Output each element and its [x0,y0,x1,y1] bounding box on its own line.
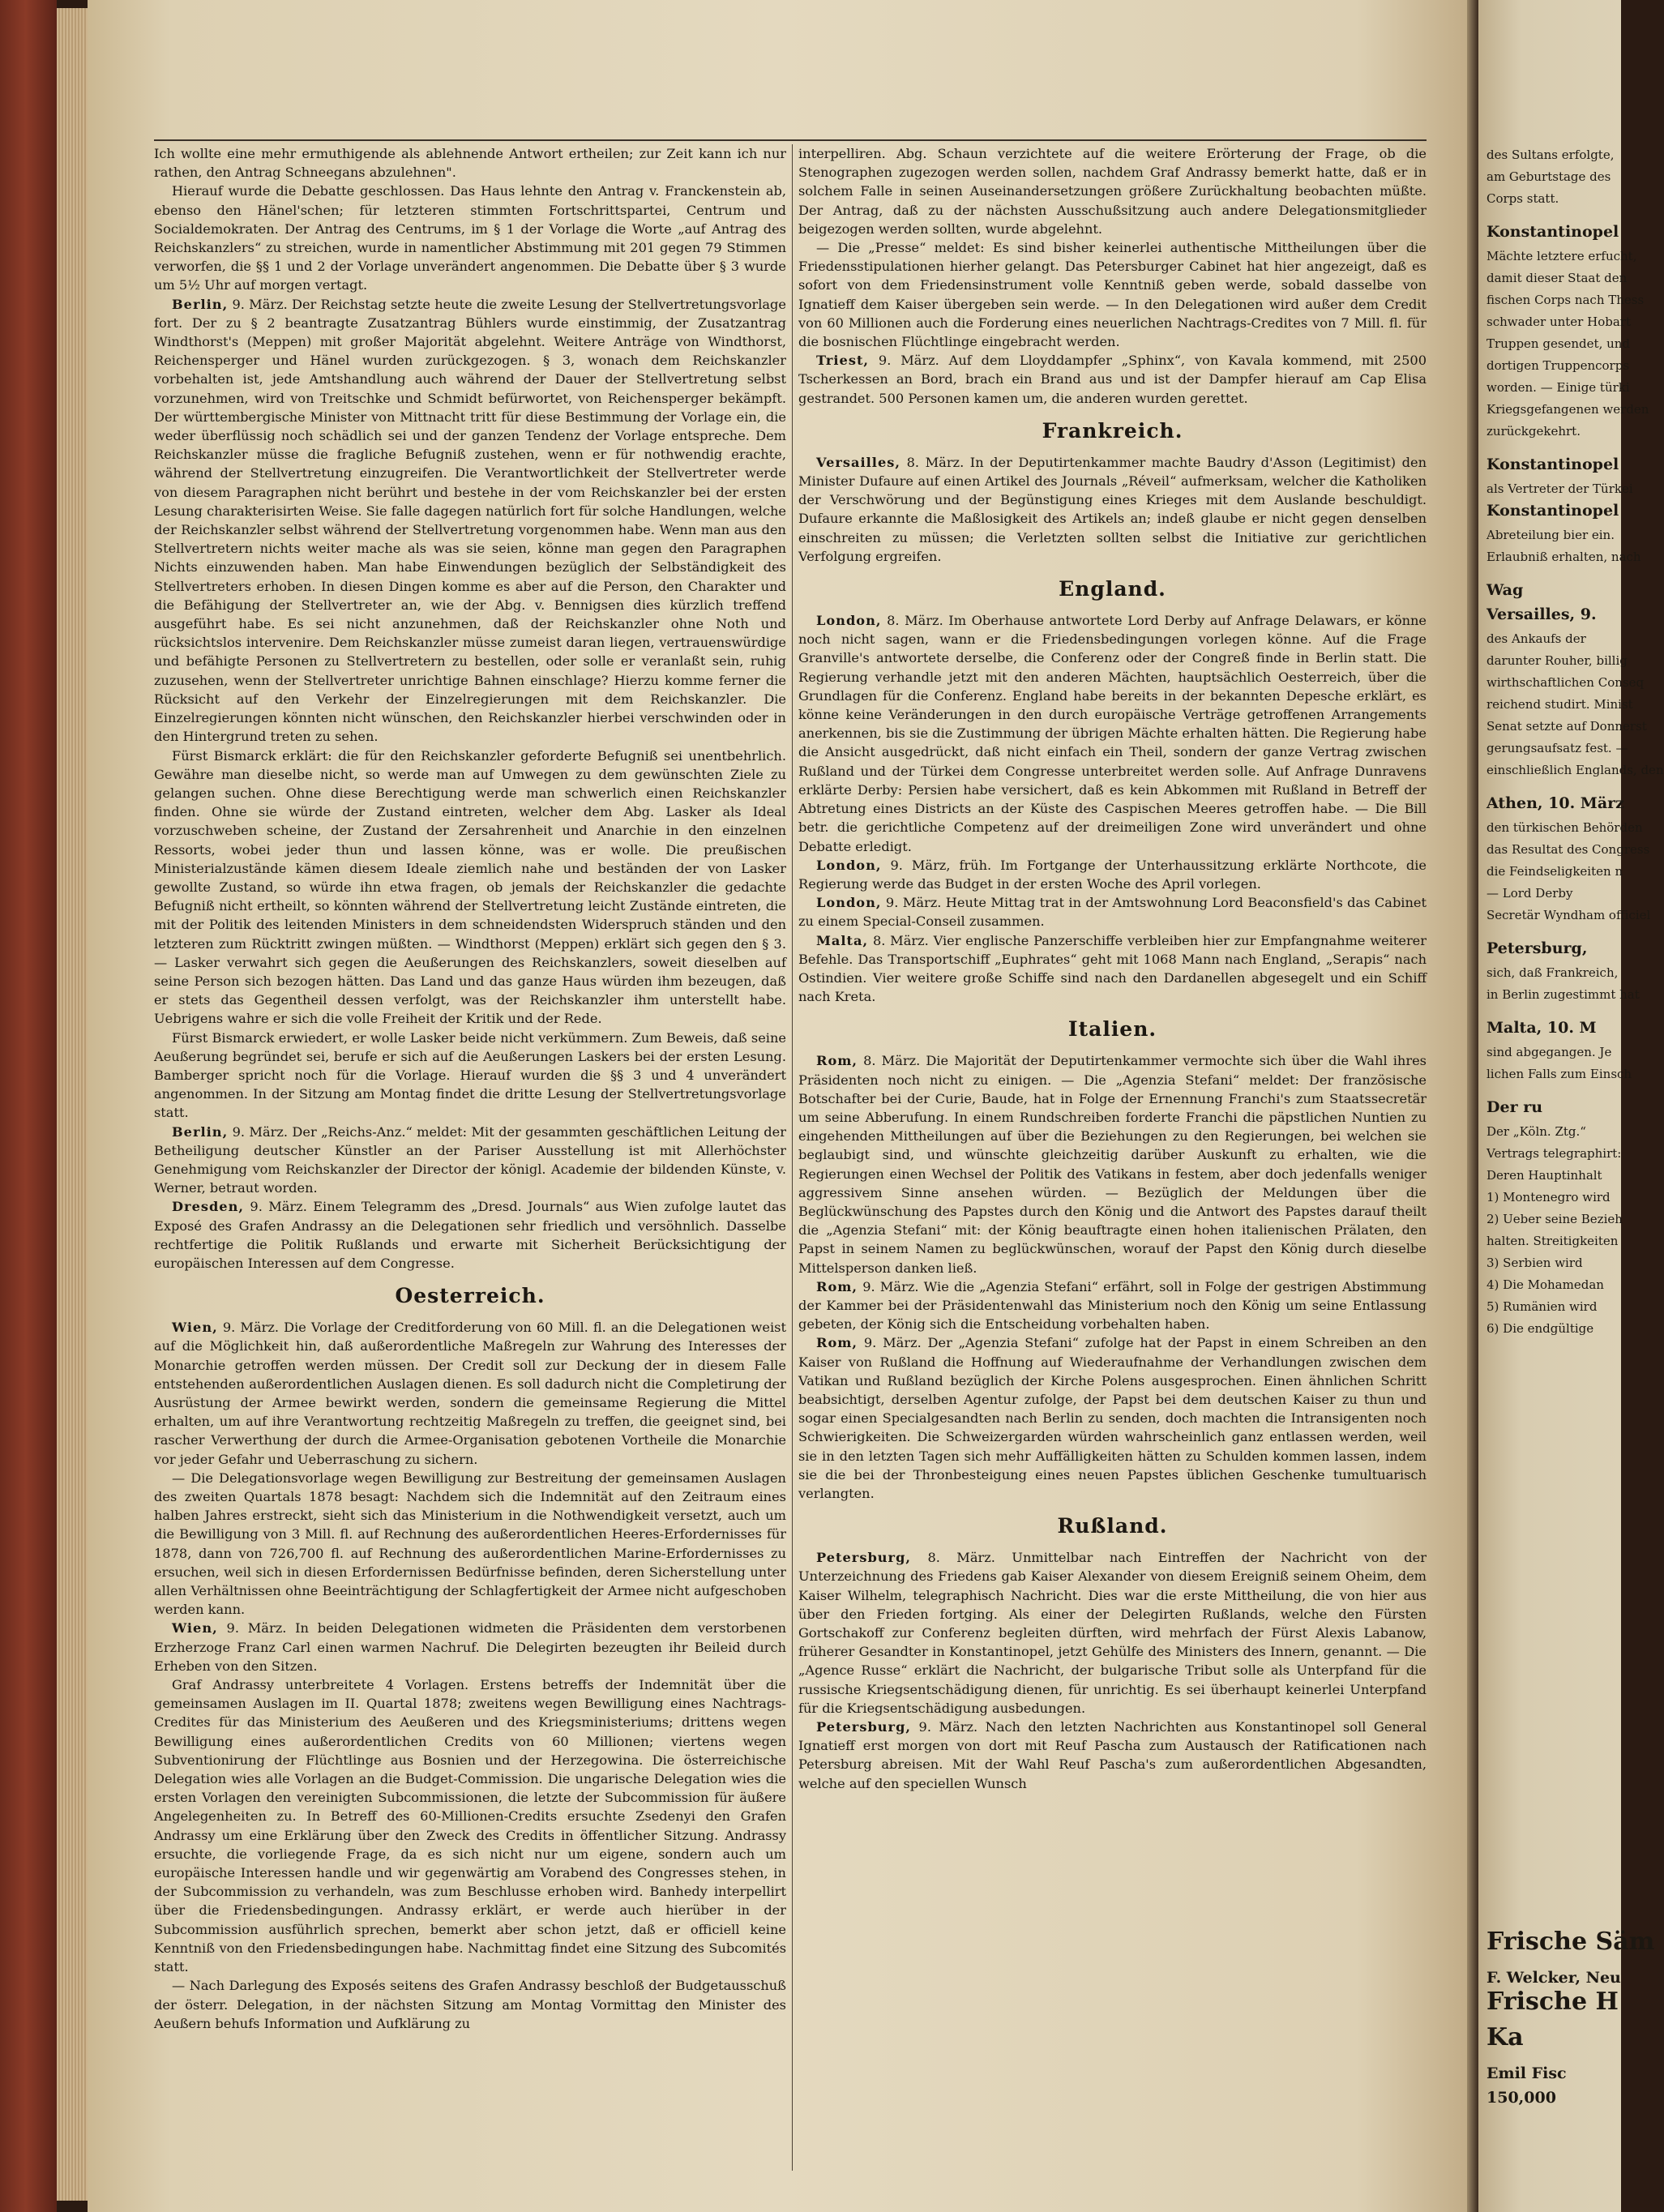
adjacent-page-line: sind abgegangen. Je [1486,1045,1612,1059]
adjacent-page-line: 1) Montenegro wird [1486,1190,1611,1204]
section-heading: Rußland. [1057,1514,1168,1538]
article-paragraph [798,144,1427,238]
dateline: Berlin, [172,296,229,312]
adjacent-page-line: Vertrags telegraphirt: [1486,1146,1622,1161]
paragraph-text: 8. März. Die Majorität der Deputirtenkammer vermochte sich über die Wahl ihres Präsidenten noch nicht zu einigen. — Die „Agenzia Stefani“ meldet: Der französische Botschafter bei der Curie, Baude, hat in Folge der Ernennung Franchi's zum Staatssecretär um seine Abberufung. In einem Rundschreiben forderte Franchi die päpstlichen Nuntien zu eingehenden Mittheilungen auf über die Beziehungen zu den Regierungen, bei welchen sie beglaubigt sind, und wünschte gleichzeitig darüber Auskunft zu erhalten, wie die Regierungen einen Wechsel der Politik des Vatikans in festem, aber doch jedenfalls weniger aggressivem Sinne ansehen würden. — Bezüglich der Meldungen über die Beglückwünschung des Papstes durch den König und die Antwort des Papstes darauf theilt die „Agenzia Stefani“ mit: der König beauftragte einen hohen italienischen Prälaten, den Papst in seinem Namen zu beglückwünschen, worauf der Papst den König durch dieselbe Mittelsperson danken ließ. [798,1053,1427,1276]
dateline: Petersburg, [816,1550,912,1566]
dateline: Triest, [816,353,870,369]
section-heading: Frankreich. [1042,418,1183,443]
paragraph-text: Fürst Bismarck erwiedert, er wolle Lasker beide nicht verkümmern. Zum Beweis, daß seine Aeußerung begründet sei, berufe er sich auf die Aeußerungen Laskers bei der ersten Lesung. Bamberger spricht noch für die Vorlage. Hierauf wurden die §§ 3 und 4 unverändert angenommen. In der Sitzung am Montag findet die dritte Lesung der Stellvertretungsvorlage statt. [154,1029,786,1121]
dateline: Petersburg, [816,1719,912,1735]
paragraph-text: — Die „Presse“ meldet: Es sind bisher keinerlei authentische Mittheilungen über die Friedensstipulationen hierher gelangt. Das Petersburger Cabinet hat hier angezeigt, daß es sofort von dem Friedensinstrument volle Kenntniß geben werde, sobald dasselbe von Ignatieff dem Kaiser übergeben sein werde. — In den Delegationen wird außer dem Credit von 60 Millionen auch die Forderung eines neuerlichen Nachtrags-Credites von 7 Mill. fl. für die bosnischen Flüchtlinge eingebracht werden. [798,240,1427,350]
paragraph-text: 9. März. Heute Mittag trat in der Amtswohnung Lord Beaconsfield's das Cabinet zu einem Special-Conseil zusammen. [798,895,1427,930]
article-paragraph [798,1548,1427,1718]
paragraph-text: 8. März. Vier englische Panzerschiffe verbleiben hier zur Empfangnahme weiterer Befehle. Das Transportschiff „Euphrates“ geht mit 1068 Mann nach England, „Serapis“ nach Ostindien. Vier weitere große Schiffe sind nach den Dardanellen abgesegelt und ein Schiff nach Kreta. [798,932,1427,1005]
article-paragraph [798,893,1427,931]
dateline: Wien, [172,1320,218,1336]
adjacent-page-line: Ka [1486,2023,1524,2052]
adjacent-page-line: Versailles, 9. [1486,605,1597,623]
adjacent-page-line: Secretär Wyndham officiel [1486,908,1651,922]
dateline: London, [816,857,882,873]
adjacent-page-line: Athen, 10. März [1486,794,1624,812]
adjacent-page-line: Abreteilung bier ein. [1486,528,1615,542]
paragraph-text: 9. März. Wie die „Agenzia Stefani“ erfährt, soll in Folge der gestrigen Abstimmung der Kammer bei der Präsidentenwahl das Ministerium noch den König um seine Entlassung gebeten, der König sich die Entscheidung vorbehalten haben. [798,1278,1427,1333]
adjacent-page-line: zurückgekehrt. [1486,424,1581,439]
adjacent-page-line: Erlaubniß erhalten, nach [1486,550,1641,564]
adjacent-page-line: 6) Die endgültige [1486,1321,1594,1336]
article-paragraph [154,1318,786,1469]
paragraph-text: — Die Delegationsvorlage wegen Bewilligung zur Bestreitung der gemeinsamen Auslagen des zweiten Quartals 1878 besagt: Nachdem sich die Indemnität auf den Zeitraum eines halben Jahres erstreckt, sieht sich das Ministerium in die Nothwendigkeit versetzt, auch um die Bewilligung von 3 Mill. fl. auf Rechnung des außerordentlichen Heeres-Erfordernisses für 1878, dann von 726,700 fl. auf Rechnung des außerordentlichen Marine-Erfordernisses zu ersuchen, weil sich in diesen Erfordernissen Bedürfnisse befinden, deren Sicherstellung unter allen Verhältnissen ohne Beeinträchtigung der Schlagfertigkeit der Armee nicht aufgeschoben werden kann. [154,1470,786,1618]
paragraph-text: Graf Andrassy unterbreitete 4 Vorlagen. Erstens betreffs der Indemnität über die gemeinsamen Auslagen im II. Quartal 1878; zweitens wegen Bewilligung eines Nachtrags-Credites für das Ministerium des Aeußeren und des Kriegsministeriums; drittens wegen Bewilligung eines außerordentlichen Credits von 60 Millionen; viertens wegen Subventionirung der Flüchtlinge aus Bosnien und der Herzegowina. Die österreichische Delegation wies alle Vorlagen an die Budget-Commission. Die ungarische Delegation wies die ersten Vorlagen den vereinigten Subcommissionen, die letzte der Subcommission für äußere Angelegenheiten zu. In Betreff des 60-Millionen-Credits ersuchte Zsedenyi den Grafen Andrassy um eine Erklärung über den Zweck des Credits in öffentlicher Sitzung. Andrassy ersuchte, die vorliegende Frage, da es sich nicht nur um eigene, sondern auch um europäische Interessen handle und wir gegenwärtig am Vorabend des Congresses stehen, in der Subcommission zu verhandeln, was zum Beschlusse erhoben wird. Banhedy interpellirt über die Friedensbedingungen. Andrassy erklärt, er werde auch hierüber in der Subcommission ausführlich sprechen, bemerkt aber schon jetzt, daß er officiell keine Kenntniß von den Friedensbedingungen habe. Nachmittag findet eine Sitzung des Subcomités statt. [154,1677,786,1975]
article-paragraph [154,1469,786,1619]
paragraph-text: 8. März. In der Deputirtenkammer machte Baudry d'Asson (Legitimist) den Minister Dufaure auf einen Artikel des Journals „Réveil“ aufmerksam, welcher die Katholiken der Verschwörung und der Begünstigung eines Krieges mit dem Auslande beschuldigt. Dufaure erkannte die Maßlosigkeit des Artikels an; indeß glaube er nicht gegen denselben einschreiten zu müssen; die Verletzten sollten selbst die Initiative zur gerichtlichen Verfolgung ergreifen. [798,454,1427,564]
adjacent-page-line: des Ankaufs der [1486,631,1586,646]
dateline: Malta, [816,932,869,948]
column-rule [792,144,793,2171]
dateline: Rom, [816,1053,858,1069]
adjacent-page-line: Petersburg, [1486,939,1588,957]
adjacent-page-line: 4) Die Mohamedan [1486,1277,1604,1292]
adjacent-page-line: lichen Falls zum Einsch [1486,1067,1632,1081]
adjacent-page-line: gerungsaufsatz fest. — [1486,741,1628,755]
paragraph-text: interpelliren. Abg. Schaun verzichtete auf die weitere Erörterung der Frage, ob die Stenographen zugezogen werden sollen, nachdem Graf Andrassy bemerkt hatte, daß er in solchem Falle in seinen Auseinandersetzungen größere Zurückhaltung beobachten müßte. Der Antrag, daß zu der nächsten Ausschußsitzung auch andere Delegationsmitglieder beigezogen werden sollten, wurde abgelehnt. [798,146,1427,237]
adjacent-page-line: — Lord Derby [1486,886,1573,901]
dateline: Berlin, [172,1123,229,1140]
book-binding [0,0,57,2212]
adjacent-page-fragment [1478,0,1664,2212]
article-paragraph [154,144,786,182]
adjacent-page-line: halten. Streitigkeiten [1486,1234,1619,1248]
dateline: London, [816,613,882,629]
column-left [154,144,786,2187]
article-paragraph [154,1675,786,1976]
adjacent-page-line: des Sultans erfolgte, [1486,148,1615,162]
dateline: Rom, [816,1278,858,1294]
adjacent-page-line: den türkischen Behörden [1486,820,1643,835]
adjacent-page-line: Mächte letztere erfucht, [1486,249,1637,263]
article-paragraph [798,1277,1427,1334]
adjacent-page-line: Malta, 10. M [1486,1019,1597,1037]
article-paragraph [798,351,1427,408]
paragraph-text: Ich wollte eine mehr ermuthigende als ablehnende Antwort ertheilen; zur Zeit kann ich nur rathen, den Antrag Schneegans abzulehnen". [154,146,786,181]
paragraph-text: 8. März. Im Oberhause antwortete Lord Derby auf Anfrage Delawars, er könne noch nicht sagen, wann er die Friedensbedingungen vorlegen könne. Auf die Frage Granville's antwortete derselbe, die Conferenz oder der Congreß finde in Berlin statt. Die Regierung verhandle jetzt mit den anderen Mächten, hauptsächlich Oesterreich, über die Grundlagen für die Conferenz. England habe bereits in der bekannten Depesche erklärt, es könne keine Veränderungen in den durch europäische Verträge getroffenen Arrangements anerkennen, bis sie die Zustimmung der übrigen Mächte erhalten hätten. Die Regierung habe die Ansicht ausgedrückt, daß nicht einfach ein Theil, sondern der ganze Vertrag zwischen Rußland und der Türkei dem Congresse unterbreitet werden solle. Auf Anfrage Dunravens erklärte Derby: Persien habe versichert, daß es kein Abkommen mit Rußland in Betreff der Abtretung eines Districts an der Küste des Caspischen Meeres getroffen habe. — Die Bill betr. die gerichtliche Competenz auf der dreimeiligen Zone wird unverändert und ohne Debatte erledigt. [798,613,1427,854]
dateline: London, [816,895,882,911]
article-paragraph [154,1197,786,1273]
article-paragraph [798,1718,1427,1793]
adjacent-page-line: dortigen Truppencorps [1486,358,1630,373]
paragraph-text: 8. März. Unmittelbar nach Eintreffen der Nachricht von der Unterzeichnung des Friedens gab Kaiser Alexander von diesem Ereigniß seinem Oheim, dem Kaiser Wilhelm, telegraphisch Nachricht. Dies war die erste Mittheilung, die von hier aus über den Frieden fortging. Als einer der Delegirten Rußlands, welche den Fürsten Gortschakoff zur Conferenz begleiten dürften, wird mehrfach der Fürst Alexis Labanow, früherer Gesandter in Konstantinopel, jetzt Gehülfe des Ministers des Innern, genannt. — Die „Agence Russe“ erklärt die Nachricht, der bulgarische Tribut solle als Unterpfand für die russische Kriegsentschädigung dienen, für unrichtig. Es sei überhaupt keinerlei Unterpfand für die Kriegsentschädigung ausbedungen. [798,1550,1427,1716]
paragraph-text: 9. März. In beiden Delegationen widmeten die Präsidenten dem verstorbenen Erzherzoge Franz Carl einen warmen Nachruf. Die Delegirten bezeugten ihr Beileid durch Erheben von den Sitzen. [154,1620,786,1674]
adjacent-page-line: F. Welcker, Neu [1486,1969,1621,1987]
adjacent-page-line: die Feindseligkeiten n [1486,864,1623,879]
adjacent-page-line: das Resultat des Congress [1486,842,1650,857]
paragraph-text: 9. März. Der Reichstag setzte heute die zweite Lesung der Stellvertretungsvorlage fort. Der zu § 2 beantragte Zusatzantrag Bühlers wurde einstimmig, der Zusatzantrag Windthorst's (Meppen) mit großer Majorität abgelehnt. Weitere Anträge von Windthorst, Reichensperger und Hänel wurden zurückgezogen. § 3, wonach dem Reichskanzler vorbehalten ist, jede Amtshandlung auch während der Dauer der Stellvertretung selbst vorzunehmen, wird von Treitschke und Schmidt befürwortet, von Reichensperger bekämpft. Der württembergische Minister von Mittnacht tritt für diese Bestimmung der Vorlage ein, die weder überflüssig noch schädlich sei und der ganzen Tendenz der Vorlage entspreche. Dem Reichskanzler müsse die fragliche Befugniß zustehen, wenn er für nothwendig erachte, während der Stellvertretung einzugreifen. Die Verantwortlichkeit der Stellvertreter werde von diesem Paragraphen nicht berührt und bestehe in der vom Reichskanzler bei der ersten Lesung charakterisirten Weise. Sie falle dagegen natürlich fort für solche Handlungen, welche der Reichskanzler selbst während der Stellvertretung vorgenommen habe. Wenn man aus den Stellvertretern nichts weiter mache als was sie seien, könne man gegen den Paragraphen Nichts einzuwenden haben. Man habe Einwendungen bezüglich der Selbständigkeit des Stellvertreters erhoben. In diesen Dingen komme es aber auf die Person, den Charakter und die Befähigung der Stellvertreter an, wie der Abg. v. Bennigsen dies kürzlich treffend ausgeführt habe. Es sei nicht anzunehmen, daß der Reichskanzler ohne Noth und rücksichtslos intervenire. Dem Reichskanzler müsse zumeist daran liegen, vertrauenswürdige und befähigte Personen zu Stellvertretern zu bestellen, oder solle er veranlaßt sein, ruhig zuzusehen, wenn der Stellvertreter unrichtige Bahnen einschlage? Hierzu komme ferner die Rücksicht auf den Verkehr der Einzelregierungen mit dem Reichskanzler. Die Einzelregierungen könnten nicht wünschen, den Reichskanzler hierbei verschwinden oder in den Hintergrund treten zu sehen. [154,296,786,745]
adjacent-page-line: Corps statt. [1486,191,1559,206]
adjacent-page-line: Kriegsgefangenen werden [1486,402,1649,417]
column-right [798,144,1427,2187]
adjacent-page-line: Der ru [1486,1098,1543,1116]
section-heading: Oesterreich. [395,1284,545,1308]
article-paragraph [798,1333,1427,1503]
article-paragraph [798,1051,1427,1277]
adjacent-page-line: Konstantinopel [1486,223,1619,241]
paragraph-text: 9. März, früh. Im Fortgange der Unterhaussitzung erklärte Northcote, die Regierung werde das Budget in der ersten Woche des April vorlegen. [798,857,1427,892]
adjacent-page-line: schwader unter Hobart [1486,314,1631,329]
article-paragraph [798,856,1427,893]
dateline: Wien, [172,1620,218,1637]
adjacent-page-line: reichend studirt. Minist [1486,697,1633,712]
header-rule [154,139,1427,141]
adjacent-page-line: 5) Rumänien wird [1486,1299,1598,1314]
article-paragraph [798,453,1427,566]
paragraph-text: 9. März. Einem Telegramm des „Dresd. Journals“ aus Wien zufolge lautet das Exposé des Grafen Andrassy an die Delegationen sehr friedlich und versöhnlich. Dasselbe rechtfertige die Politik Rußlands und erwarte mit Sicherheit Berücksichtigung der europäischen Interessen auf dem Congresse. [154,1199,786,1271]
adjacent-page-line: Der „Köln. Ztg.“ [1486,1124,1586,1139]
adjacent-page-line: am Geburtstage des [1486,169,1611,184]
dateline: Dresden, [172,1199,245,1215]
adjacent-page-line: worden. — Einige türki [1486,380,1630,395]
article-paragraph [154,1123,786,1198]
adjacent-page-line: Truppen gesendet, und [1486,336,1631,351]
adjacent-page-line: einschließlich Englands, den [1486,763,1664,777]
adjacent-page-line: Frische H [1486,1987,1619,2016]
adjacent-page-line: sich, daß Frankreich, [1486,965,1619,980]
section-heading: England. [1059,577,1166,601]
adjacent-page-line: Konstantinopel [1486,502,1619,520]
article-paragraph [798,238,1427,351]
article-paragraph [798,611,1427,856]
adjacent-page-line: Emil Fisc [1486,2064,1567,2082]
adjacent-page-line: 2) Ueber seine Bezieh [1486,1212,1623,1226]
article-paragraph [154,1619,786,1675]
article-paragraph [154,182,786,294]
book-gutter [1467,0,1478,2212]
adjacent-page-line: als Vertreter der Türkei [1486,481,1633,496]
paragraph-text: 9. März. Nach den letzten Nachrichten aus Konstantinopel soll General Ignatieff erst morgen von dort mit Reuf Pascha zum Austausch der Ratificationen nach Petersburg abreisen. Mit der Wahl Reuf Pascha's zum außerordentlichen Abgesandten, welche auf den speciellen Wunsch [798,1719,1427,1791]
adjacent-page-line: darunter Rouher, billig [1486,653,1628,668]
article-paragraph [154,1029,786,1123]
article-paragraph [154,747,786,1029]
article-paragraph [798,931,1427,1007]
article-paragraph [154,1976,786,2033]
paragraph-text: Hierauf wurde die Debatte geschlossen. Das Haus lehnte den Antrag v. Franckenstein ab, ebenso den Hänel'schen; für letzteren stimmten Fortschrittspartei, Centrum und Socialdemokraten. Der Antrag des Centrums, im § 1 der Vorlage die Worte „auf Antrag des Reichskanzlers“ zu streichen, wurde in namentlicher Abstimmung mit 201 gegen 79 Stimmen verworfen, die §§ 1 und 2 der Vorlage unverändert angenommen. Die Debatte über § 3 wurde um 5½ Uhr auf morgen vertagt. [154,183,786,293]
article-paragraph [154,295,786,747]
paragraph-text: 9. März. Der „Reichs-Anz.“ meldet: Mit der gesammten geschäftlichen Leitung der Betheiligung deutscher Künstler an der Pariser Ausstellung ist mit Allerhöchster Genehmigung vom Reichskanzler der Director der königl. Academie der bildenden Künste, v. Werner, betraut worden. [154,1123,786,1196]
dateline: Rom, [816,1335,858,1351]
adjacent-page-line: Wag [1486,581,1524,599]
adjacent-page-line: Senat setzte auf Donnerst [1486,719,1647,734]
paragraph-text: Fürst Bismarck erklärt: die für den Reichskanzler geforderte Befugniß sei unentbehrlich. Gewähre man dieselbe nicht, so werde man auf Umwegen zu dem gewünschten Ziele zu gelangen suchen. Ohne diese Berechtigung werde man schwerlich einen Reichskanzler finden. Ohne sie würde der Zustand eintreten, welcher dem Abg. Lasker als Ideal vorzuschweben scheine, der Zustand der Zersahrenheit und Anarchie in den einzelnen Ressorts, wobei jeder thun und lassen könne, was er wolle. Die preußischen Ministerialzustände kämen diesem Ideale ziemlich nahe und beständen der von Lasker gewollte Zustand, so würde ihn etwa fragen, ob jemals der Reichskanzler die gedachte Befugniß nicht ertheilt, so könnten während der Stellvertretung leicht Zustände eintreten, die mit der Politik des leitenden Ministers in dem schneidendsten Widerspruch ständen und den letzteren zum Rücktritt zwingen müßten. — Windthorst (Meppen) erklärt sich gegen den § 3. — Lasker verwahrt sich gegen die Aeußerungen des Reichskanzlers, soweit dieselben auf seine Person sich bezogen hätten. Das Land und das ganze Haus würden ihm bezeugen, daß er stets das Gegentheil dessen verfolgt, was der Reichskanzler ihm unterstellt habe. Uebrigens wahre er sich die volle Freiheit der Kritik und der Rede. [154,747,786,1027]
adjacent-page-line: Frische Säm [1486,1927,1655,1956]
adjacent-page-line: damit dieser Staat den [1486,271,1628,285]
adjacent-page-line: Konstantinopel [1486,456,1619,473]
adjacent-page-line: 150,000 [1486,2089,1556,2107]
paragraph-text: — Nach Darlegung des Exposés seitens des Grafen Andrassy beschloß der Budgetausschuß der österr. Delegation, in der nächsten Sitzung am Montag Vormittag den Minister des Aeußern behufs Information und Aufklärung zu [154,1978,786,2031]
paragraph-text: 9. März. Die Vorlage der Creditforderung von 60 Mill. fl. an die Delegationen weist auf die Möglichkeit hin, daß außerordentliche Maßregeln zur Wahrung des Interesses der Monarchie getroffen werden müssen. Der Credit soll zur Deckung der in diesem Falle entstehenden außerordentlichen Auslagen dienen. Es soll dadurch nicht die Completirung der Ausrüstung der Armee bewirkt werden, sondern die gemeinsame Regierung die Mittel erhalten, um auf ihre Verantwortung rechtzeitig Maßregeln zu treffen, die geeignet sind, bei rascher Verwerthung der durch die Armee-Organisation gebotenen Vortheile die Monarchie vor jeder Gefahr und Ueberraschung zu sichern. [154,1320,786,1467]
dateline: Versailles, [816,454,900,470]
paragraph-text: 9. März. Der „Agenzia Stefani“ zufolge hat der Papst in einem Schreiben an den Kaiser von Rußland die Hoffnung auf Wiederaufnahme der Verhandlungen zwischen dem Vatikan und Rußland bezüglich der Kirche Polens ausgesprochen. Einen ähnlichen Schritt beabsichtigt, derselben Agentur zufolge, der Papst bei dem deutschen Kaiser zu thun und sogar einen Specialgesandten nach Berlin zu senden, doch machten die Intransigenten noch Schwierigkeiten. Die Schweizergarden würden wahrscheinlich ganz entlassen werden, weil sie in den letzten Tagen sich mehr Auffälligkeiten hätten zu Schulden kommen lassen, indem sie die bei der Thronbesteigung eines neuen Papstes üblichen Geschenke tumultuarisch verlangten. [798,1335,1427,1501]
paragraph-text: 9. März. Auf dem Lloyddampfer „Sphinx“, von Kavala kommend, mit 2500 Tscherkessen an Bord, brach ein Brand aus und ist der Dampfer hierauf am Cap Elisa gestrandet. 500 Personen kamen um, die anderen wurden gerettet. [798,353,1427,406]
adjacent-page-line: fischen Corps nach Thess [1486,293,1645,307]
page-edges [57,8,89,2201]
section-heading: Italien. [1067,1017,1157,1042]
adjacent-page-line: Deren Hauptinhalt [1486,1168,1602,1183]
adjacent-page-line: in Berlin zugestimmt hat [1486,987,1640,1002]
adjacent-page-line: 3) Serbien wird [1486,1256,1583,1270]
adjacent-page-line: wirthschaftlichen Conseq [1486,675,1645,690]
